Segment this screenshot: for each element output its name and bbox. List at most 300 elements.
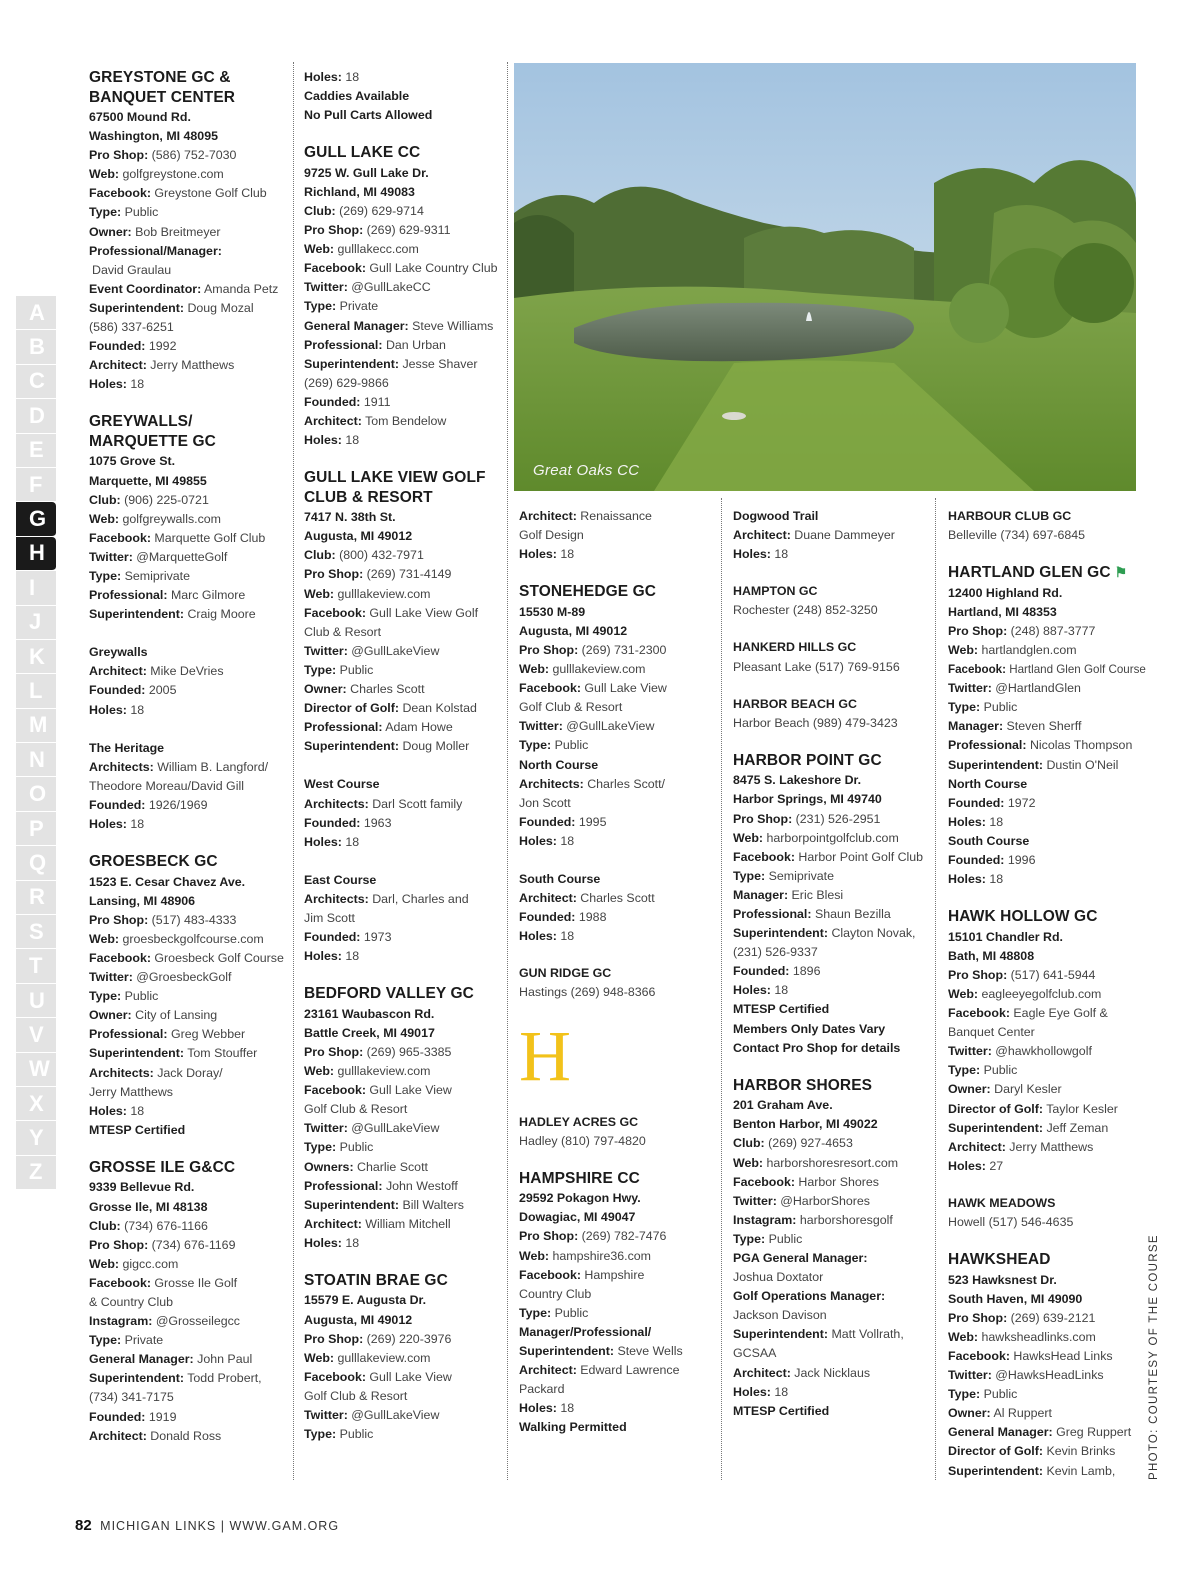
field-label: Pro Shop: <box>89 148 149 163</box>
field-label: Facebook: <box>519 1267 581 1282</box>
club-entry <box>519 964 715 1002</box>
field-label: Twitter: <box>304 280 348 295</box>
field-value: hawksheadlinks.com <box>981 1329 1096 1344</box>
field-label: Superintendent: <box>89 1046 184 1061</box>
field-label: Facebook: <box>89 1275 151 1290</box>
alphabet-tab-q[interactable]: Q <box>16 846 56 880</box>
field-value: golfgreystone.com <box>122 167 224 182</box>
field-value: 18 <box>130 817 145 831</box>
field-label: Web: <box>519 662 550 677</box>
field-label: General Manager: <box>89 1352 194 1367</box>
club-entry <box>89 852 285 1140</box>
field-value: Tom Bendelow <box>365 414 447 428</box>
field-label: Web: <box>89 511 120 526</box>
address-line: Lansing, MI 48906 <box>89 893 196 908</box>
club-name: HAWKSHEAD <box>948 1251 1051 1269</box>
field-label: PGA General Manager: <box>733 1251 868 1265</box>
field-value: @HawksHeadLinks <box>995 1368 1104 1383</box>
field-label: Instagram: <box>89 1314 153 1329</box>
listing-column-4 <box>733 507 929 1439</box>
field-label: Holes: <box>89 702 127 717</box>
field-label: Facebook: <box>733 849 795 864</box>
club-name: GUN RIDGE GC <box>519 966 612 981</box>
field-value: 18 <box>989 872 1004 887</box>
field-label: Architects: <box>89 1065 154 1080</box>
field-label: Founded: <box>89 683 146 698</box>
field-label: Pro Shop: <box>89 912 149 927</box>
address-line: 23161 Waubascon Rd. <box>304 1006 435 1021</box>
field-value: 1919 <box>148 1409 177 1424</box>
field-label: Holes: <box>304 433 342 448</box>
field-value: 1992 <box>148 339 177 354</box>
field-label: Type: <box>519 1305 552 1320</box>
field-value: Charles Scott <box>350 682 425 697</box>
field-value: Dan Urban <box>385 337 446 352</box>
field-value: gulllakeview.com <box>337 1064 431 1079</box>
field-label: Web: <box>304 586 335 601</box>
field-label: Facebook: <box>948 663 1006 677</box>
field-value: @GullLakeView <box>351 1121 440 1136</box>
note: Members Only Dates Vary <box>733 1021 886 1036</box>
field-value: 1995 <box>578 814 607 829</box>
field-value: 1896 <box>792 964 821 979</box>
club-name: HADLEY ACRES GC <box>519 1114 639 1129</box>
club-entry <box>304 1271 500 1444</box>
field-label: Architect: <box>519 1363 577 1378</box>
field-label: Web: <box>304 1064 335 1079</box>
field-label: Founded: <box>89 339 146 354</box>
field-value: (517) 483-4333 <box>151 912 237 927</box>
address-line: 1075 Grove St. <box>89 454 176 469</box>
field-label: Holes: <box>519 929 557 944</box>
field-value: Darl, Charles and <box>372 891 469 906</box>
field-label: Facebook: <box>304 1369 366 1384</box>
field-label: Club: <box>89 492 121 507</box>
listing-column-1 <box>89 68 285 1464</box>
field-value: Eagle Eye Golf & <box>1013 1006 1108 1021</box>
field-label: Pro Shop: <box>304 1331 364 1346</box>
field-value: Kevin Lamb, <box>1046 1463 1116 1478</box>
field-label: Founded: <box>304 394 361 409</box>
course-name: East Course <box>304 872 377 887</box>
field-label: Architects: <box>304 891 369 906</box>
field-label: Pro Shop: <box>948 1310 1008 1325</box>
address-line: 523 Hawksnest Dr. <box>948 1272 1057 1287</box>
field-label: Professional: <box>304 720 383 735</box>
listing-column-2 <box>304 68 500 1462</box>
field-label: Web: <box>948 986 979 1001</box>
field-label: Director of Golf: <box>948 1444 1043 1459</box>
field-value: Public <box>983 1063 1018 1078</box>
field-label: Type: <box>304 662 337 677</box>
field-value: Charles Scott/ <box>587 776 666 791</box>
field-value: Public <box>124 989 159 1004</box>
field-value: Jon Scott <box>519 795 571 810</box>
alphabet-tab-b[interactable]: B <box>16 330 56 364</box>
field-label: Web: <box>519 1248 550 1263</box>
field-value: @GroesbeckGolf <box>136 970 232 985</box>
alphabet-tab-u[interactable]: U <box>16 984 56 1018</box>
field-label: Professional/Manager: <box>89 243 222 258</box>
field-label: Superintendent: <box>89 607 184 622</box>
certification: MTESP Certified <box>733 1002 830 1017</box>
address-line: Augusta, MI 49012 <box>519 623 628 638</box>
field-value: Adam Howe <box>385 720 453 735</box>
field-value: Public <box>983 700 1018 715</box>
field-value: Bob Breitmeyer <box>135 224 221 239</box>
field-label: Architect: <box>304 414 362 428</box>
club-name: HAMPTON GC <box>733 584 818 599</box>
club-contact: Rochester (248) 852-3250 <box>733 603 878 618</box>
alphabet-tab-s[interactable]: S <box>16 915 56 949</box>
field-label: Superintendent: <box>733 1327 828 1342</box>
club-entry <box>304 984 500 1253</box>
club-entry <box>733 638 929 676</box>
alphabet-tab-t[interactable]: T <box>16 949 56 983</box>
club-name: GROSSE ILE G&CC <box>89 1158 236 1176</box>
field-value: Private <box>124 1333 164 1348</box>
field-value: GCSAA <box>733 1346 777 1361</box>
field-label: Founded: <box>519 910 576 925</box>
alphabet-tab-f[interactable]: F <box>16 468 56 502</box>
field-label: Type: <box>948 1063 981 1078</box>
field-label: Club: <box>89 1218 121 1233</box>
field-value: hartlandglen.com <box>981 642 1077 657</box>
field-label: Web: <box>304 242 335 257</box>
page-footer <box>75 1517 339 1534</box>
field-value: groesbeckgolfcourse.com <box>122 931 264 946</box>
field-label: Type: <box>304 299 337 314</box>
course-name: The Heritage <box>89 740 165 755</box>
club-name: GROESBECK GC <box>89 853 218 871</box>
field-value: 18 <box>989 814 1004 829</box>
club-entry <box>89 68 285 394</box>
field-label: Director of Golf: <box>948 1101 1043 1116</box>
field-label: Pro Shop: <box>948 623 1008 638</box>
field-label: Holes: <box>948 872 986 887</box>
field-value: Craig Moore <box>187 607 256 622</box>
field-value: (269) 220-3976 <box>366 1331 452 1346</box>
field-value: Marc Gilmore <box>170 588 246 603</box>
note: No Pull Carts Allowed <box>304 108 433 123</box>
field-label: Superintendent: <box>733 926 828 941</box>
field-value: Jackson Davison <box>733 1308 827 1323</box>
field-value: (586) 337-6251 <box>89 320 174 335</box>
field-label: Holes: <box>733 1384 771 1399</box>
field-label: Pro Shop: <box>304 1044 364 1059</box>
field-label: Type: <box>519 738 552 753</box>
alphabet-tab-n[interactable]: N <box>16 743 56 777</box>
address-line: Hartland, MI 48353 <box>948 604 1057 619</box>
field-value: Steve Williams <box>412 318 494 333</box>
address-line: 7417 N. 38th St. <box>304 510 396 525</box>
field-value: Private <box>339 299 379 314</box>
field-label: Architect: <box>89 358 147 373</box>
field-label: Architects: <box>519 776 584 791</box>
address-line: 9339 Bellevue Rd. <box>89 1180 195 1195</box>
club-entry <box>948 1250 1148 1481</box>
alphabet-tab-w[interactable]: W <box>16 1053 56 1087</box>
field-label: Holes: <box>89 817 127 831</box>
field-value: 18 <box>345 433 360 448</box>
field-value: Darl Scott family <box>372 796 463 811</box>
field-value: 18 <box>560 833 575 848</box>
field-value: (231) 526-2951 <box>795 811 881 826</box>
field-value: @HarborShores <box>780 1193 870 1208</box>
field-label: Twitter: <box>948 1044 992 1059</box>
field-value: John Westoff <box>385 1178 458 1193</box>
field-value: Greg Webber <box>170 1027 246 1042</box>
course-name: North Course <box>948 776 1028 791</box>
field-label: Architect: <box>733 1365 791 1380</box>
club-contact: Harbor Beach (989) 479-3423 <box>733 715 898 730</box>
field-value: Public <box>339 1140 374 1155</box>
club-name: STOATIN BRAE GC <box>304 1271 448 1289</box>
field-label: Manager: <box>733 887 789 902</box>
field-label: Facebook: <box>304 605 366 620</box>
field-label: Owner: <box>948 1082 991 1097</box>
field-value: Theodore Moreau/David Gill <box>89 778 244 793</box>
field-value: Steven Sherff <box>1006 719 1082 734</box>
alphabet-tab-d[interactable]: D <box>16 399 56 433</box>
field-label: Twitter: <box>89 549 133 564</box>
field-value: Clayton Novak, <box>831 926 916 941</box>
field-value: (269) 629-9714 <box>339 203 424 218</box>
address-line: 67500 Mound Rd. <box>89 110 191 124</box>
field-label: Club: <box>304 548 336 563</box>
field-label: Facebook: <box>733 1174 795 1189</box>
club-entry <box>733 1076 929 1421</box>
field-label: Twitter: <box>519 719 563 734</box>
alphabet-tab-k[interactable]: K <box>16 640 56 674</box>
field-value: @Grosseilegcc <box>155 1314 241 1329</box>
field-label: Superintendent: <box>948 1120 1043 1135</box>
club-entry <box>519 1113 715 1151</box>
listing-column-5 <box>948 507 1148 1499</box>
field-value: Public <box>554 1305 589 1320</box>
field-value: eagleeyegolfclub.com <box>981 986 1102 1001</box>
address-line: Washington, MI 48095 <box>89 129 218 144</box>
field-value: Jerry Matthews <box>150 358 235 373</box>
field-label: Twitter: <box>89 970 133 985</box>
field-label: Holes: <box>733 983 771 998</box>
field-value: 1963 <box>363 815 392 830</box>
field-value: Amanda Petz <box>203 281 279 296</box>
field-value: Greystone Golf Club <box>154 186 267 201</box>
field-value: Doug Moller <box>402 739 470 754</box>
club-entry <box>948 507 1148 545</box>
field-label: Web: <box>948 1329 979 1344</box>
field-label: Type: <box>733 1231 766 1246</box>
field-label: Pro Shop: <box>304 567 364 582</box>
field-label: Founded: <box>948 853 1005 867</box>
field-value: Country Club <box>519 1286 592 1301</box>
field-value: Dustin O'Neil <box>1046 757 1119 772</box>
field-value: 18 <box>345 949 360 964</box>
field-value: Jerry Matthews <box>89 1084 173 1099</box>
alphabet-tab-e[interactable]: E <box>16 434 56 468</box>
field-value: (269) 927-4653 <box>768 1136 853 1151</box>
field-value: (269) 629-9311 <box>366 223 451 238</box>
column-divider <box>721 498 722 1480</box>
field-value: Golf Club & Resort <box>519 700 623 715</box>
field-label: Superintendent: <box>948 1463 1043 1478</box>
club-name: HAWK HOLLOW GC <box>948 908 1098 926</box>
field-value: gulllakeview.com <box>337 586 431 601</box>
field-label: Golf Operations Manager: <box>733 1289 886 1304</box>
certification: MTESP Certified <box>89 1122 186 1137</box>
field-value: HawksHead Links <box>1013 1348 1113 1363</box>
field-value: Jesse Shaver <box>402 356 478 371</box>
club-entry <box>948 563 1148 889</box>
field-value: 18 <box>774 1384 789 1399</box>
field-label: Architects: <box>89 759 154 774</box>
alphabet-tab-v[interactable]: V <box>16 1018 56 1052</box>
field-label: Web: <box>89 1256 120 1271</box>
alphabet-tab-o[interactable]: O <box>16 777 56 811</box>
club-entry-continued <box>519 507 715 564</box>
field-label: Architect: <box>304 1216 362 1231</box>
address-line: Augusta, MI 49012 <box>304 529 413 544</box>
field-label: Architect: <box>89 1428 147 1443</box>
field-value: @GullLakeView <box>351 643 440 658</box>
field-label: Founded: <box>519 814 576 829</box>
field-value: golfgreywalls.com <box>122 511 221 526</box>
field-value: 18 <box>560 547 575 562</box>
field-value: @GullLakeView <box>351 1408 440 1423</box>
field-label: Founded: <box>304 930 361 945</box>
alphabet-tab-g[interactable]: G <box>16 502 56 536</box>
alphabet-tab-h[interactable]: H <box>16 537 56 571</box>
club-entry <box>519 582 715 946</box>
field-label: Founded: <box>948 795 1005 810</box>
field-label: Holes: <box>304 1235 342 1250</box>
alphabet-tab-m[interactable]: M <box>16 709 56 743</box>
field-label: Facebook: <box>89 950 151 965</box>
field-value: 18 <box>130 377 145 392</box>
field-value: Duane Dammeyer <box>794 528 895 543</box>
field-label: Owner: <box>304 682 347 697</box>
page-number: 82 <box>75 1517 92 1534</box>
club-name: HANKERD HILLS GC <box>733 640 857 655</box>
column-divider <box>507 62 508 1480</box>
club-name-row <box>948 563 1148 583</box>
field-label: Twitter: <box>733 1193 777 1208</box>
field-label: Founded: <box>89 797 146 812</box>
field-value: David Graulau <box>92 262 172 277</box>
field-label: Superintendent: <box>89 1371 184 1386</box>
alphabet-tab-p[interactable]: P <box>16 812 56 846</box>
field-value: hampshire36.com <box>552 1248 651 1263</box>
field-label: Type: <box>948 1387 981 1402</box>
field-label: Owner: <box>89 224 132 239</box>
field-value: Bill Walters <box>402 1197 464 1212</box>
address-line: South Haven, MI 49090 <box>948 1291 1083 1306</box>
club-contact: Pleasant Lake (517) 769-9156 <box>733 659 900 674</box>
field-label: Web: <box>948 642 979 657</box>
field-label: Holes: <box>948 814 986 829</box>
field-value: Banquet Center <box>948 1025 1035 1040</box>
field-label: Manager/Professional/ <box>519 1324 652 1339</box>
field-value: 18 <box>774 547 789 562</box>
club-entry-continued <box>733 507 929 564</box>
field-value: Harbor Point Golf Club <box>798 849 924 864</box>
address-line: 12400 Highland Rd. <box>948 585 1063 600</box>
field-label: Twitter: <box>304 643 348 658</box>
course-name: West Course <box>304 777 380 792</box>
field-value: Gull Lake View <box>369 1369 452 1384</box>
address-line: 15530 M-89 <box>519 604 586 619</box>
field-value: gulllakeview.com <box>552 662 646 677</box>
club-name: HAWK MEADOWS <box>948 1195 1056 1210</box>
field-label: Pro Shop: <box>89 1237 149 1252</box>
field-label: Holes: <box>519 547 557 562</box>
club-entry <box>89 1158 285 1446</box>
field-label: Professional: <box>304 1178 383 1193</box>
alphabet-tab-r[interactable]: R <box>16 881 56 915</box>
field-label: Holes: <box>89 377 127 392</box>
address-line: 201 Graham Ave. <box>733 1098 833 1113</box>
field-value: Gull Lake View <box>584 681 667 696</box>
alphabet-tab-l[interactable]: L <box>16 674 56 708</box>
field-label: Pro Shop: <box>733 811 793 826</box>
club-contact: Hadley (810) 797-4820 <box>519 1133 646 1148</box>
alphabet-tab-i[interactable]: I <box>16 571 56 605</box>
alphabet-tab-z[interactable]: Z <box>16 1156 56 1190</box>
alphabet-tab-j[interactable]: J <box>16 606 56 640</box>
photo-caption: Great Oaks CC <box>533 462 640 479</box>
field-label: Owner: <box>89 1008 132 1023</box>
alphabet-tab-a[interactable]: A <box>16 296 56 330</box>
field-label: Club: <box>733 1136 765 1151</box>
field-label: Type: <box>948 700 981 715</box>
course-photo <box>514 63 1136 491</box>
field-value: William Mitchell <box>365 1216 451 1231</box>
field-value: Grosse Ile Golf <box>154 1275 238 1290</box>
field-value: (800) 432-7971 <box>339 548 424 563</box>
field-label: Owner: <box>948 1406 991 1421</box>
field-label: Founded: <box>89 1409 146 1424</box>
listing-column-3 <box>519 507 715 1455</box>
field-label: Facebook: <box>89 530 151 545</box>
field-label: Holes: <box>519 1401 557 1416</box>
club-contact: Belleville (734) 697-6845 <box>948 528 1086 543</box>
field-value: (734) 676-1166 <box>124 1218 208 1233</box>
address-line: 29592 Pokagon Hwy. <box>519 1191 641 1206</box>
address-line: Dowagiac, MI 49047 <box>519 1210 636 1225</box>
alphabet-tab-y[interactable]: Y <box>16 1121 56 1155</box>
field-label: Facebook: <box>519 681 581 696</box>
course-name: South Course <box>519 872 601 886</box>
address-line: Grosse Ile, MI 48138 <box>89 1199 208 1214</box>
field-label: Architect: <box>948 1139 1006 1154</box>
field-label: Professional: <box>89 588 168 603</box>
field-label: Twitter: <box>304 1408 348 1423</box>
alphabet-tab-c[interactable]: C <box>16 365 56 399</box>
field-value: Public <box>339 1427 374 1442</box>
field-value: 1996 <box>1007 853 1036 867</box>
field-label: General Manager: <box>304 318 409 333</box>
field-label: Superintendent: <box>89 300 184 315</box>
field-value: (269) 731-2300 <box>581 642 667 657</box>
field-value: Matt Vollrath, <box>831 1327 904 1342</box>
course-name: Greywalls <box>89 645 148 660</box>
field-value: Steve Wells <box>617 1344 683 1358</box>
field-label: Architects: <box>304 796 369 811</box>
field-value: Charles Scott <box>580 891 655 906</box>
field-label: Holes: <box>304 834 342 849</box>
alphabet-tab-x[interactable]: X <box>16 1087 56 1121</box>
